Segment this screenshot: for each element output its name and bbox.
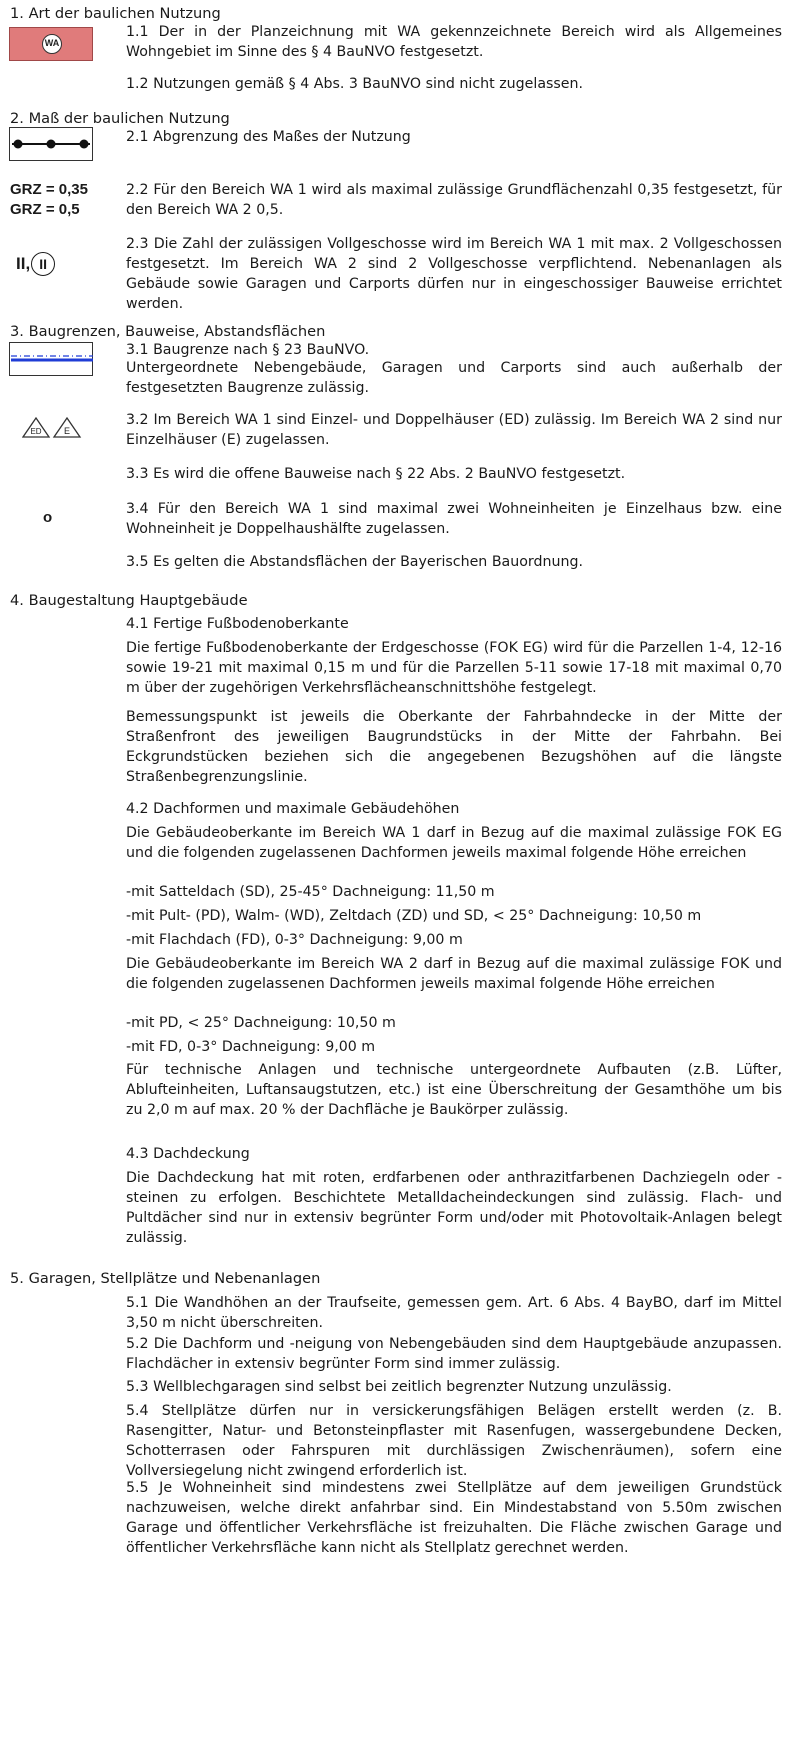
para-3-3: 3.3 Es wird die offene Bauweise nach § 22 Abs. 2 BauNVO festgesetzt. [126,466,626,482]
list-item-fd: -mit Flachdach (FD), 0-3° Dachneigung: 9,00 m [126,932,463,948]
grz-label-2: GRZ = 0,5 [10,201,80,218]
para-5-5: 5.5 Je Wohneinheit sind mindestens zwei Stellplätze auf dem jeweiligen Grundstück nachzuweisen, welche direkt anfahrbar sind. Ein Mindestabstand von 5.50m zwischen Garage und öffentlicher Verkehrsfläche ist freizuhalten. Die Fläche zwischen Garage und öffentlicher Verkehrsfläche kann nicht als Stellplatz gerechnet werden. [126,1480,782,1556]
para-3-2: 3.2 Im Bereich WA 1 sind Einzel- und Doppelhäuser (ED) zulässig. Im Bereich WA 2 sind nur Einzelhäuser (E) zugelassen. [126,412,782,448]
para-4-2-b: Die Gebäudeoberkante im Bereich WA 2 darf in Bezug auf die maximal zulässige FOK und die folgenden zugelassenen Dachformen jeweils maximal folgende Höhe erreichen [126,956,782,992]
vollgeschosse-mandatory-label: II [31,252,55,276]
vollgeschosse-symbol [16,252,55,276]
para-4-2-c: Für technische Anlagen und technische untergeordnete Aufbauten (z.B. Lüfter, Ablufteinheiten, Luftansaugstutzen, etc.) ist eine Überschreitung der Gesamthöhe um bis zu 2,0 m auf max. 20 % der Dachfläche je Baukörper zulässig. [126,1062,782,1118]
ed-label: ED [30,427,42,436]
section-3-heading: 3. Baugrenzen, Bauweise, Abstandsflächen [10,323,326,340]
hausform-symbol [22,417,82,439]
para-5-4: 5.4 Stellplätze dürfen nur in versickerungsfähigen Belägen erstellt werden (z. B. Rasengitter, Natur- und Betonsteinpflaster mit Rasenfugen, wassergebundene Decken, Schotterrasen oder Fahrspuren mit durchlässigen Zwischenräumen), sofern eine Vollversiegelung nicht zwingend erforderlich ist. [126,1403,782,1479]
para-3-1-b: Untergeordnete Nebengebäude, Garagen und Carports sind auch außerhalb der festgesetzten Baugrenze zulässig. [126,360,782,396]
baugrenze-line-icon [10,343,94,377]
baugrenze-symbol [9,342,93,376]
vollgeschosse-max-label: II, [16,254,31,273]
grz-label-1: GRZ = 0,35 [10,181,88,198]
e-label: E [63,426,71,436]
heading-4-1: 4.1 Fertige Fußbodenoberkante [126,616,349,632]
list-item-pd-wd-zd: -mit Pult- (PD), Walm- (WD), Zeltdach (ZD) und SD, < 25° Dachneigung: 10,50 m [126,908,702,924]
para-3-1-a: 3.1 Baugrenze nach § 23 BauNVO. [126,342,370,358]
hausform-triangles-icon [22,417,82,439]
list-item-wa2-pd: -mit PD, < 25° Dachneigung: 10,50 m [126,1015,396,1031]
section-1-heading: 1. Art der baulichen Nutzung [10,5,221,22]
wa-circle-label: WA [42,34,62,54]
para-1-2: 1.2 Nutzungen gemäß § 4 Abs. 3 BauNVO sind nicht zugelassen. [126,76,584,92]
para-3-4: 3.4 Für den Bereich WA 1 sind maximal zwei Wohneinheiten je Einzelhaus bzw. eine Wohneinheit je Doppelhaushälfte zugelassen. [126,501,782,537]
nutzungsgrenze-line-icon [10,128,94,162]
para-4-1-b: Bemessungspunkt ist jeweils die Oberkante der Fahrbahndecke in der Mitte der Straßenfront des jeweiligen Baugrundstücks in der Mitte der Fahrbahn. Bei Eckgrundstücken beziehen sich die angegebenen Bezugshöhen auf die längste Straßenbegrenzungslinie. [126,709,782,785]
heading-4-3: 4.3 Dachdeckung [126,1146,250,1162]
para-4-3: Die Dachdeckung hat mit roten, erdfarbenen oder anthrazitfarbenen Dachziegeln oder -steinen zu erfolgen. Beschichtete Metalldacheindeckungen sind zulässig. Flach- und Pultdächer sind nur in extensiv begrünter Form und/oder mit Photovoltaik-Anlagen belegt zulässig. [126,1170,782,1246]
para-4-2-a: Die Gebäudeoberkante im Bereich WA 1 darf in Bezug auf die maximal zulässige FOK EG und die folgenden zugelassenen Dachformen jeweils maximal folgende Höhe erreichen [126,825,782,861]
list-item-wa2-fd: -mit FD, 0-3° Dachneigung: 9,00 m [126,1039,376,1055]
para-5-1: 5.1 Die Wandhöhen an der Traufseite, gemessen gem. Art. 6 Abs. 4 BayBO, darf im Mittel 3,50 m nicht überschreiten. [126,1295,782,1331]
list-item-sd: -mit Satteldach (SD), 25-45° Dachneigung: 11,50 m [126,884,495,900]
wa-symbol [9,27,93,61]
para-2-3: 2.3 Die Zahl der zulässigen Vollgeschosse wird im Bereich WA 1 mit max. 2 Vollgeschossen festgesetzt. Im Bereich WA 2 sind 2 Vollgeschosse verpflichtend. Nebenanlagen als Gebäude sowie Garagen und Carports dürfen nur in eingeschossiger Bauweise errichtet werden. [126,236,782,312]
offene-bauweise-symbol: o [43,509,53,526]
para-2-2: 2.2 Für den Bereich WA 1 wird als maximal zulässige Grundflächenzahl 0,35 festgesetzt, für den Bereich WA 2 0,5. [126,182,782,218]
para-2-1: 2.1 Abgrenzung des Maßes der Nutzung [126,129,411,145]
heading-4-2: 4.2 Dachformen und maximale Gebäudehöhen [126,801,460,817]
para-4-1-a: Die fertige Fußbodenoberkante der Erdgeschosse (FOK EG) wird für die Parzellen 1-4, 12-16 sowie 19-21 mit maximal 0,15 m und für die Parzellen 5-11 sowie 17-18 mit maximal 0,70 m über der zugehörigen Verkehrsflächeanschnittshöhe festgelegt. [126,640,782,696]
section-2-heading: 2. Maß der baulichen Nutzung [10,110,230,127]
nutzungsgrenze-symbol [9,127,93,161]
section-5-heading: 5. Garagen, Stellplätze und Nebenanlagen [10,1270,321,1287]
para-5-3: 5.3 Wellblechgaragen sind selbst bei zeitlich begrenzter Nutzung unzulässig. [126,1379,672,1395]
para-1-1: 1.1 Der in der Planzeichnung mit WA gekennzeichnete Bereich wird als Allgemeines Wohngebiet im Sinne des § 4 BauNVO festgesetzt. [126,24,782,60]
para-5-2: 5.2 Die Dachform und -neigung von Nebengebäuden sind dem Hauptgebäude anzupassen. Flachdächer in extensiv begrünter Form sind immer zulässig. [126,1336,782,1372]
section-4-heading: 4. Baugestaltung Hauptgebäude [10,592,248,609]
para-3-5: 3.5 Es gelten die Abstandsflächen der Bayerischen Bauordnung. [126,554,583,570]
